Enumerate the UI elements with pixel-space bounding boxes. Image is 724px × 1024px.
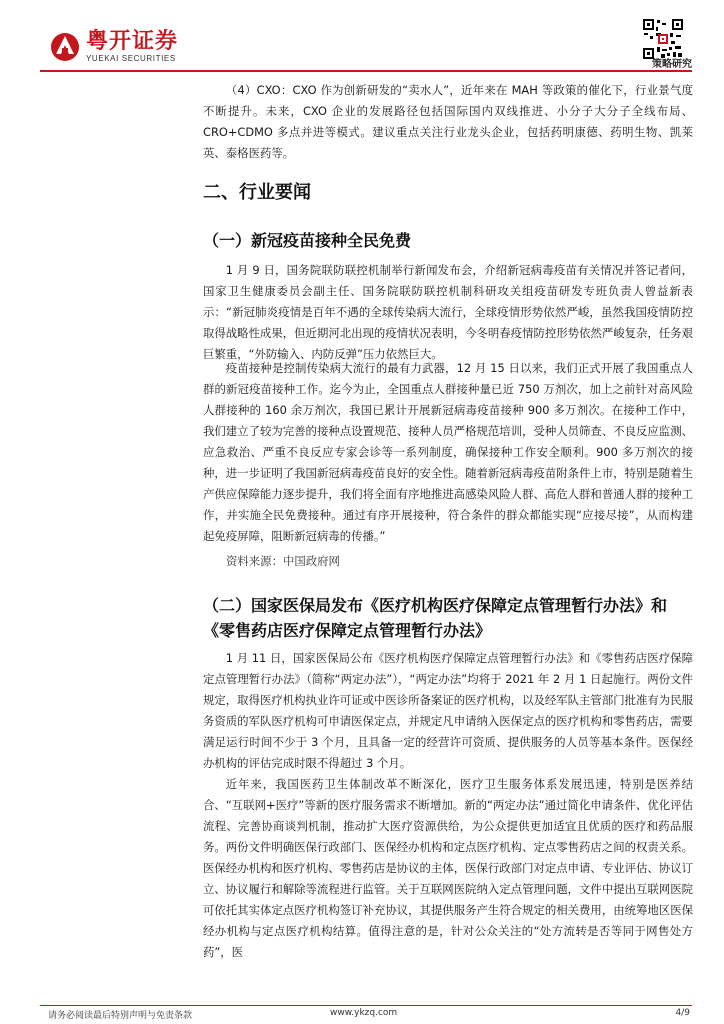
insurance-paragraph-2: 近年来，我国医药卫生体制改革不断深化，医疗卫生服务体系发展迅速，特别是医养结合、“互联网+医疗”等新的医疗服务需求不断增加。新的“两定办法”通过简化申请条件、优化评估流程、完善协商谈判机制，推动扩大医疗资源供给，为公众提供更加适宜且优质的医疗和药品服务。两份文件明确医保行政部门、医保经办机构和定点医疗机构、定点零售药店之间的权责关系。医保经办机构和医疗机构、零售药店是协议的主体，医保行政部门对定点申请、专业评估、协议订立、协议履行和解除等流程进行监管。关于互联网医院纳入定点管理问题，文件中提出互联网医院可依托其实体定点医疗机构签订补充协议，其提供服务产生符合规定的相关费用，由统筹地区医保经办机构与定点医疗机构结算。值得注意的是，针对公众关注的“处方流转是否等同于网售处方药”，医 (203, 777, 693, 959)
footer-website[interactable]: www.ykzq.com (330, 1008, 398, 1018)
footer-disclaimer: 请务必阅读最后特别声明与免责条款 (48, 1011, 193, 1021)
logo-chinese-name: 粤开证券 (86, 29, 179, 54)
page-number: 4/9 (675, 1008, 690, 1018)
logo-mark-icon (50, 32, 80, 62)
footer-divider (40, 1005, 692, 1006)
insurance-paragraph-1: 1 月 11 日，国家医保局公布《医疗机构医疗保障定点管理暂行办法》和《零售药店医疗保障定点管理暂行办法》（简称“两定办法”），“两定办法”均将于 2021 年 2 月 1 日起施行。两份文件规定，取得医疗机构执业许可证或中医诊所备案证的医疗机构，以及经军队主管部门批准有为民服务资质的军队医疗机构可申请医保定点，并规定凡申请纳入医保定点的医疗机构和零售药店，需要满足运行时间不少于 3 个月，且具备一定的经营许可资质、提供服务的人员等基本条件。医保经办机构的评估完成时限不得超过 3 个月。 (203, 651, 693, 770)
report-section-label: 策略研究 (652, 59, 692, 70)
logo-english-name: YUEKAI SECURITIES (86, 54, 176, 63)
subheading-medical-insurance-rules: （二）国家医保局发布《医疗机构医疗保障定点管理暂行办法》和《零售药店医疗保障定点管理暂行办法》 (203, 596, 668, 640)
company-logo (50, 30, 178, 64)
subheading-vaccine-free: （一）新冠疫苗接种全民免费 (203, 231, 412, 250)
header-divider (40, 70, 692, 72)
cxo-paragraph: （4）CXO：CXO 作为创新研发的“卖水人”，近年来在 MAH 等政策的催化下，行业景气度不断提升。未来，CXO 企业的发展路径包括国际国内双线推进、小分子大分子全线布局、CRO+CDMO 多点并进等模式。建议重点关注行业龙头企业，包括药明康德、药明生物、凯莱英、泰格医药等。 (203, 83, 693, 160)
section-heading-industry-news: 二、行业要闻 (203, 182, 311, 203)
page-header (0, 0, 724, 78)
vaccine-paragraph-2: 疫苗接种是控制传染病大流行的最有力武器，12 月 15 日以来，我们正式开展了我国重点人群的新冠疫苗接种工作。迄今为止，全国重点人群接种量已近 750 万剂次，加上之前针对高风险人群接种的 160 余万剂次，我国已累计开展新冠病毒疫苗接种 900 多万剂次。在接种工作中，我们建立了较为完善的接种点设置规范、接种人员严格规范培训，受种人员筛查、不良反应监测、应急救治、严重不良反应专家会诊等一系列制度，确保接种工作安全顺利。900 多万剂次的接种，进一步证明了我国新冠病毒疫苗良好的安全性。随着新冠病毒疫苗附条件上市，特别是随着生产供应保障能力逐步提升，我们将全面有序地推进高感染风险人群、高危人群和普通人群的接种工作，并实施全民免费接种。通过有序开展接种，符合条件的群众都能实现“应接尽接”，从而构建起免疫屏障，阻断新冠病毒的传播。” (203, 361, 693, 543)
source-note: 资料来源：中国政府网 (226, 554, 340, 568)
vaccine-paragraph-1: 1 月 9 日，国务院联防联控机制举行新闻发布会，介绍新冠病毒疫苗有关情况并答记者问，国家卫生健康委员会副主任、国务院联防联控机制科研攻关组疫苗研发专班负责人曾益新表示：“新冠肺炎疫情是百年不遇的全球传染病大流行，全球疫情形势依然严峻，虽然我国疫情防控取得战略性成果，但近期河北出现的疫情状况表明，今冬明春疫情防控形势依然严峻复杂，任务艰巨繁重，“外防输入、内防反弹”压力依然巨大。 (203, 263, 693, 361)
qr-code-icon (642, 18, 684, 60)
